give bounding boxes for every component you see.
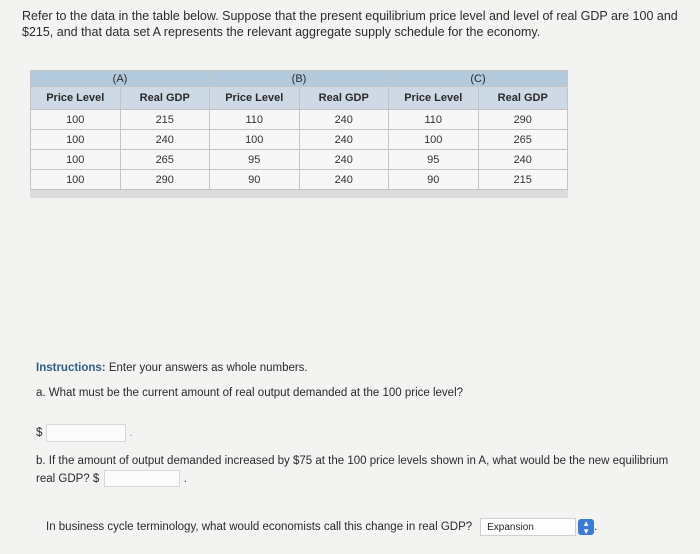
period-mark: . xyxy=(594,521,598,533)
table-cell: 110 xyxy=(210,110,300,130)
table-cell: 100 xyxy=(389,130,479,150)
table-cell: 240 xyxy=(299,130,389,150)
table-row xyxy=(31,110,568,130)
data-table-container xyxy=(30,70,568,198)
dollar-sign: $ xyxy=(36,427,43,439)
table-cell: 100 xyxy=(31,150,121,170)
question-a-text: a. What must be the current amount of real output demanded at the 100 price level? xyxy=(36,387,464,399)
selected-option: Expansion xyxy=(487,521,534,533)
instructions-label: Instructions: xyxy=(36,362,106,374)
table-cell: 265 xyxy=(478,130,568,150)
question-c xyxy=(46,518,597,536)
table-row xyxy=(31,150,568,170)
chevron-up-icon: ▴ xyxy=(583,518,589,528)
table-row xyxy=(31,130,568,150)
column-header: Real GDP xyxy=(478,87,568,110)
table-cell: 100 xyxy=(31,110,121,130)
table-cell: 290 xyxy=(120,170,210,190)
table-cell: 240 xyxy=(299,150,389,170)
table-group-header-row xyxy=(31,71,568,87)
table-cell: 240 xyxy=(299,170,389,190)
chevron-down-icon: ▾ xyxy=(583,526,589,536)
column-header: Price Level xyxy=(389,87,479,110)
period-mark: . xyxy=(183,473,187,485)
table-cell: 90 xyxy=(389,170,479,190)
instructions-text: Enter your answers as whole numbers. xyxy=(108,362,308,374)
question-a-answer xyxy=(36,424,133,442)
table-cell: 110 xyxy=(389,110,479,130)
table-cell: 240 xyxy=(478,150,568,170)
column-header: Price Level xyxy=(210,87,300,110)
column-header: Real GDP xyxy=(299,87,389,110)
table-cell: 240 xyxy=(299,110,389,130)
group-header-c: (C) xyxy=(389,71,568,87)
select-toggle-button[interactable] xyxy=(578,519,594,535)
question-b-text: b. If the amount of output demanded increased by $75 at the 100 price levels shown in A, what would be the new equilibrium real GDP? $ xyxy=(36,455,669,485)
table-cell: 215 xyxy=(120,110,210,130)
question-c-text: In business cycle terminology, what would economists call this change in real GDP? xyxy=(46,521,473,533)
table-cell: 95 xyxy=(389,150,479,170)
table-column-header-row xyxy=(31,87,568,110)
table-cell: 90 xyxy=(210,170,300,190)
intro-text: Refer to the data in the table below. Suppose that the present equilibrium price level and level of real GDP are 100 and $215, and that data set A represents the relevant aggregate supply schedule for the economy. xyxy=(22,9,678,39)
table-cell: 100 xyxy=(31,130,121,150)
table-cell: 100 xyxy=(31,170,121,190)
table-cell: 265 xyxy=(120,150,210,170)
column-header: Real GDP xyxy=(120,87,210,110)
answer-b-input[interactable] xyxy=(104,470,180,487)
answer-a-input[interactable] xyxy=(46,424,126,442)
table-cell: 95 xyxy=(210,150,300,170)
cycle-term-select[interactable] xyxy=(480,518,576,536)
question-b xyxy=(36,452,676,488)
instructions xyxy=(36,362,308,374)
period-mark: . xyxy=(129,427,133,439)
table-cell: 215 xyxy=(478,170,568,190)
table-cell: 290 xyxy=(478,110,568,130)
table-cell: 240 xyxy=(120,130,210,150)
column-header: Price Level xyxy=(31,87,121,110)
table-row xyxy=(31,170,568,190)
group-header-a: (A) xyxy=(31,71,210,87)
aggregate-supply-table xyxy=(30,70,568,190)
group-header-b: (B) xyxy=(210,71,389,87)
table-cell: 100 xyxy=(210,130,300,150)
